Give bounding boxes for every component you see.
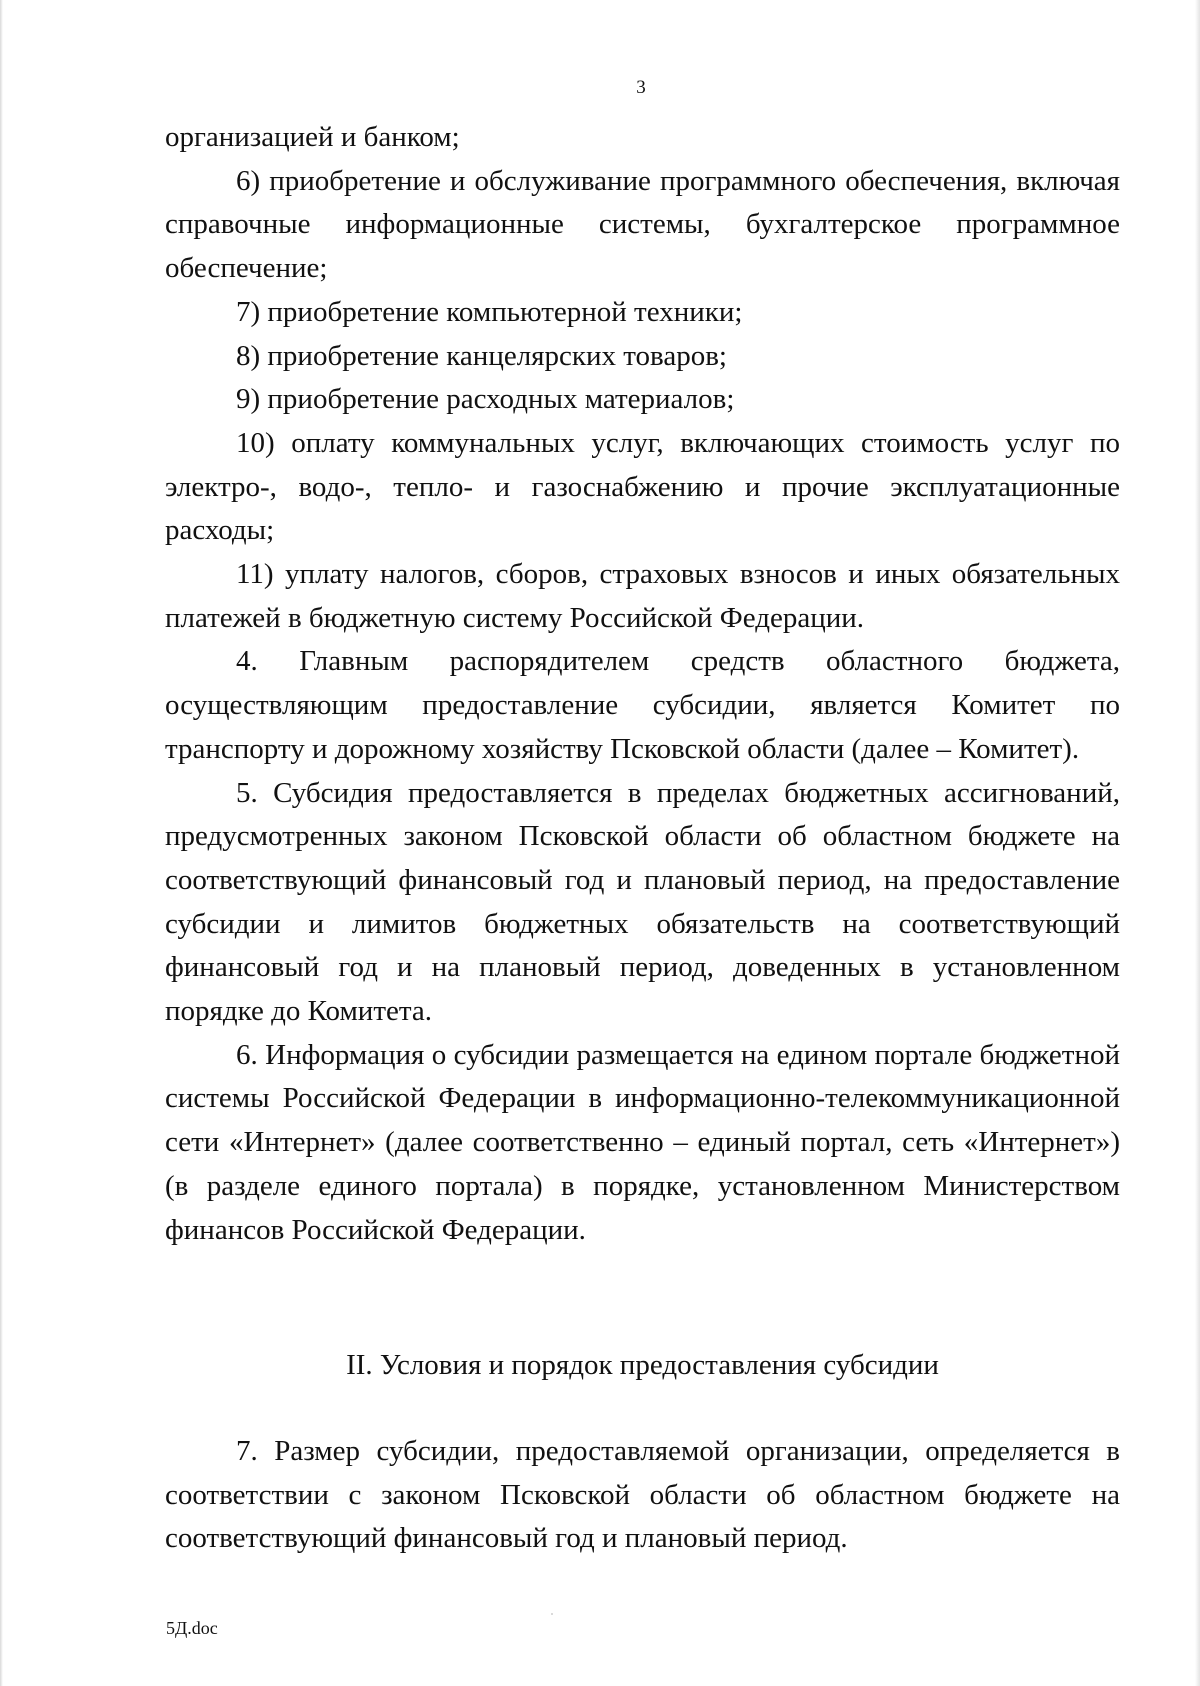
list-item-11: 11) уплату налогов, сборов, страховых взносов и иных обязательных платежей в бюджетную систему Российской Федерации. (165, 558, 1120, 634)
scan-speck (551, 1613, 553, 1615)
section-heading: II. Условия и порядок предоставления субсидии (346, 1349, 939, 1381)
body-text (165, 116, 1120, 1252)
scan-right-edge (1195, 0, 1200, 1686)
list-item-9: 9) приобретение расходных материалов; (236, 383, 735, 416)
list-item-6: 6) приобретение и обслуживание программного обеспечения, включая справочные информационные системы, бухгалтерское программное обеспечение; (165, 164, 1120, 285)
list-item-8: 8) приобретение канцелярских товаров; (236, 339, 727, 372)
scan-left-edge (0, 0, 3, 1686)
clause-6: 6. Информация о субсидии размещается на едином портале бюджетной системы Российской Федерации в информационно-телекоммуникационной сети «Интернет» (далее соответственно – единый портал, сеть «Интернет») (в разделе единого портала) в порядке, установленном Министерством финансов Российской Федерации. (165, 1038, 1120, 1246)
clause-7: 7. Размер субсидии, предоставляемой организации, определяется в соответствии с законом Псковской области об областном бюджете на соответствующий финансовый год и плановый период. (165, 1435, 1120, 1555)
section-body-text (165, 1430, 1120, 1561)
list-item-7: 7) приобретение компьютерной техники; (236, 295, 743, 328)
footer-filename: 5Д.doc (166, 1618, 218, 1638)
clause-4: 4. Главным распорядителем средств областного бюджета, осуществляющим предоставление субсидии, является Комитет по транспорту и дорожному хозяйству Псковской области (далее – Комитет). (165, 645, 1120, 765)
paragraph-continuation: организацией и банком; (165, 121, 460, 153)
list-item-10: 10) оплату коммунальных услуг, включающих стоимость услуг по электро-, водо-, тепло- и газоснабжению и прочие эксплуатационные расходы; (165, 426, 1120, 547)
clause-5: 5. Субсидия предоставляется в пределах бюджетных ассигнований, предусмотренных законом Псковской области об областном бюджете на соответствующий финансовый год и плановый период, на предоставление субсидии и лимитов бюджетных обязательств на соответствующий финансовый год и на плановый период, доведенных в установленном порядке до Комитета. (165, 776, 1120, 1028)
page-number: 3 (636, 77, 646, 98)
